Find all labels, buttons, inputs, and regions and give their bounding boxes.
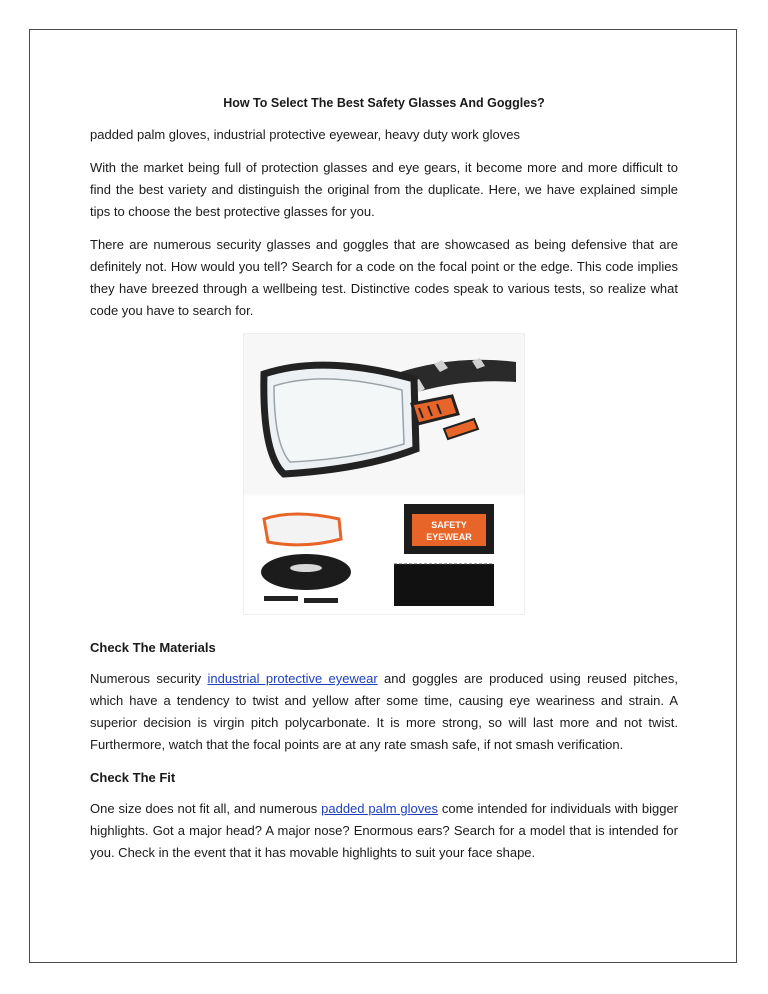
codes-paragraph: There are numerous security glasses and goggles that are showcased as being defensive that are definitely not. How would you tell? Search for a code on the focal point or the edge. This code implies they have breezed through a wellbeing test. Distinctive codes speak to various tests, so realize what code you have to search for. xyxy=(90,237,678,318)
materials-text-1: Numerous security xyxy=(90,671,208,686)
fit-paragraph xyxy=(90,798,678,864)
materials-heading: Check The Materials xyxy=(90,640,216,655)
document-body xyxy=(90,92,678,875)
fit-text-1: One size does not fit all, and numerous xyxy=(90,801,322,816)
intro-paragraph: With the market being full of protection glasses and eye gears, it become more and more difficult to find the best variety and distinguish the original from the duplicate. Here, we have explained simple tips to choose the best protective glasses for you. xyxy=(90,160,678,219)
fit-text-2: come intended for individuals with bigger highlights. Got a major head? A major nose? Enormous ears? Search for a model that is intended for you. Check in the event that it has movable highlights to suit your face shape. xyxy=(90,801,679,860)
page-title: How To Select The Best Safety Glasses And Goggles? xyxy=(223,96,545,110)
industrial-protective-eyewear-link[interactable]: industrial protective eyewear xyxy=(207,671,378,686)
case-label-bottom: EYEWEAR xyxy=(426,532,472,542)
case-label-top: SAFETY xyxy=(431,520,467,530)
materials-text-2: and goggles are produced using reused pitches, which have a tendency to twist and yellow after some time, causing eye weariness and strain. A superior decision is virgin pitch polycarbonate. It is more strong, so will last more and not twist. Furthermore, watch that the focal points are at any rate smash safe, if not smash verification. xyxy=(90,671,679,752)
padded-palm-gloves-link[interactable]: padded palm gloves xyxy=(321,801,438,816)
keywords-line: padded palm gloves, industrial protective eyewear, heavy duty work gloves xyxy=(90,127,520,142)
safety-goggles-illustration xyxy=(244,334,524,614)
fit-heading: Check The Fit xyxy=(90,770,176,785)
materials-paragraph xyxy=(90,668,678,756)
product-image xyxy=(243,333,525,615)
